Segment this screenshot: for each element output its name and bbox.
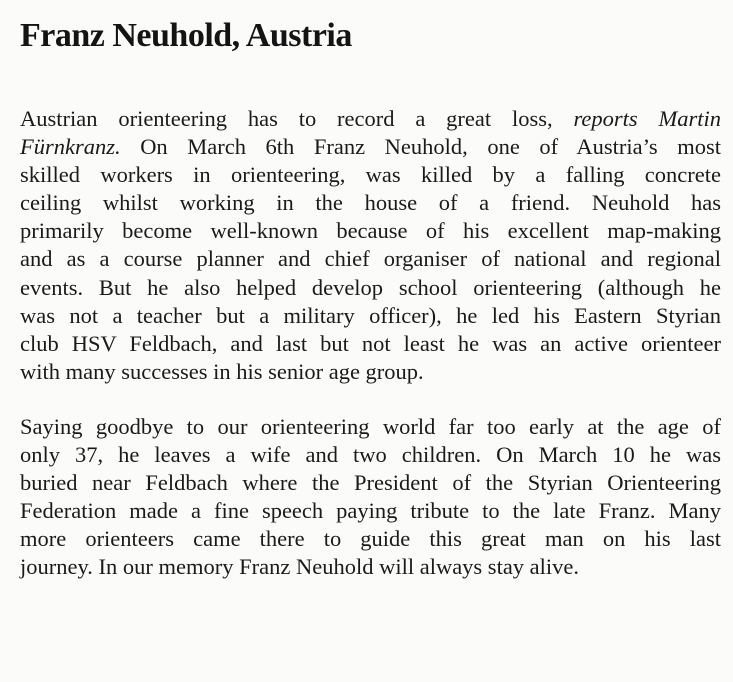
p1-line: and as a course planner and chief organiser of national and regional: [20, 246, 721, 272]
p2-line: more orienteers came there to guide this great man on his last: [20, 526, 721, 552]
p2-line: Saying goodbye to our orienteering world far too early at the age of: [20, 413, 721, 439]
p1-line: with many successes in his senior age group.: [20, 358, 424, 384]
p1-line: Fürnkranz. On March 6th Franz Neuhold, one of Austria’s most: [20, 134, 721, 160]
p1-line: Austrian orienteering has to record a great loss, reports Martin: [20, 106, 721, 131]
p2-line: buried near Feldbach where the President of the Styrian Orienteering: [20, 470, 721, 496]
p1-line: ceiling whilst working in the house of a friend. Neuhold has: [20, 190, 721, 216]
p1-line: events. But he also helped develop school orienteering (although he: [20, 274, 721, 300]
p1-line: was not a teacher but a military officer), he led his Eastern Styrian: [20, 302, 721, 328]
p1-line: club HSV Feldbach, and last but not least he was an active orienteer: [20, 330, 721, 356]
p2-line: journey. In our memory Franz Neuhold will always stay alive.: [20, 554, 580, 580]
byline-italic: Fürnkranz.: [20, 134, 121, 160]
p1-line: primarily become well-known because of his excellent map-making: [20, 218, 721, 244]
paragraph-1: [20, 105, 721, 386]
p2-line: only 37, he leaves a wife and two children. On March 10 he was: [20, 442, 721, 468]
article-title: Franz Neuhold, Austria: [20, 17, 352, 54]
paragraph-2: [20, 413, 721, 582]
p2-line: Federation made a fine speech paying tribute to the late Franz. Many: [20, 498, 721, 524]
p1-line: skilled workers in orienteering, was killed by a falling concrete: [20, 162, 721, 188]
byline-italic: reports Martin: [573, 106, 721, 131]
